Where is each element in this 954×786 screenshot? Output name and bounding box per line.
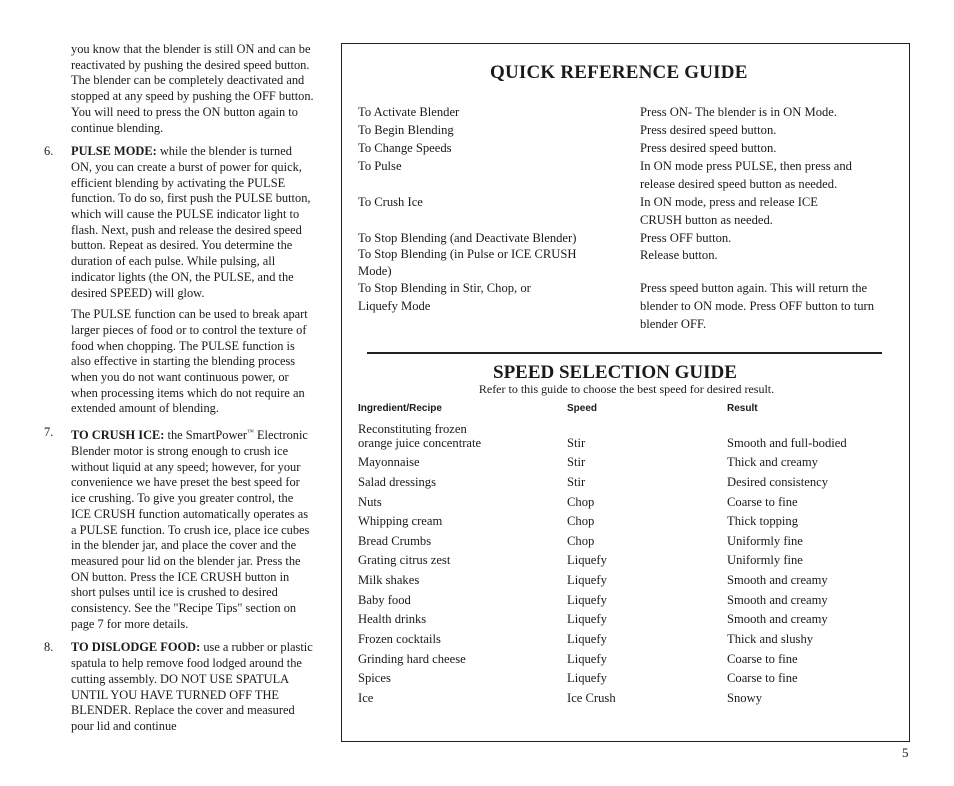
speed-guide-subtitle: Refer to this guide to choose the best speed for desired result.: [478, 382, 775, 396]
pulse-mode-heading: PULSE MODE:: [71, 144, 157, 159]
column-header-speed: Speed: [567, 403, 598, 414]
trademark-symbol: ™: [247, 428, 254, 437]
speed-cell: Liquefy: [567, 612, 607, 626]
qr-instruction: Press desired speed button.: [640, 123, 777, 137]
qr-instruction: In ON mode press PULSE, then press and release desired speed button as needed.: [640, 159, 852, 191]
result-cell: Coarse to fine: [727, 652, 798, 666]
ingredient-cell: Mayonnaise: [358, 455, 420, 469]
list-item-pulse-mode: [44, 144, 316, 417]
pulse-mode-text: while the blender is turned ON, you can create a burst of power for quick, efficient blending by activating the PULSE function. To do so, first push the PULSE button, which will cause the PULSE indicator light to flash. Next, push and release the desired speed button. Repeat as desired. You determine the duration of each pulse. While pulsing, all indicator lights (the ON, the PULSE, and the desired SPEED) will glow.: [71, 144, 311, 300]
ingredient-cell: Milk shakes: [358, 573, 420, 587]
ingredient-cell: Grating citrus zest: [358, 553, 451, 567]
qr-action: To Crush Ice: [358, 195, 423, 209]
speed-cell: Stir: [567, 455, 586, 469]
speed-cell: Liquefy: [567, 593, 607, 607]
result-cell: Uniformly fine: [727, 534, 803, 548]
result-cell: Uniformly fine: [727, 553, 803, 567]
ingredient-cell: Bread Crumbs: [358, 534, 432, 548]
result-cell: Coarse to fine: [727, 671, 798, 685]
result-cell: Snowy: [727, 691, 762, 705]
qr-action: To Stop Blending in Stir, Chop, or Liquefy Mode: [358, 281, 531, 313]
ingredient-cell: Ice: [358, 691, 374, 705]
ingredient-cell: Frozen cocktails: [358, 632, 441, 646]
qr-action: To Stop Blending (and Deactivate Blender): [358, 231, 577, 245]
result-cell: Smooth and creamy: [727, 593, 828, 607]
ingredient-cell: Whipping cream: [358, 514, 443, 528]
crush-ice-text-b: Electronic Blender motor is strong enough to crush ice without liquid at any speed; however, for your convenience we have preset the best speed for ice crushing. To give you greater control, the ICE CRUSH function automatically operates as a PULSE function. To crush ice, place ice cubes in the blender jar, and place the cover and the measured pour lid on the blender jar. Press the ON button. Press the ICE CRUSH button in short pulses until ice is crushed to desired consistency. See the "Recipe Tips" section on page 7 for more details.: [71, 428, 310, 631]
ingredient-cell: Nuts: [358, 495, 382, 509]
column-header-result: Result: [727, 403, 758, 414]
reference-box: [341, 43, 910, 742]
qr-action: To Change Speeds: [358, 141, 452, 155]
crush-ice-paragraph: [71, 425, 316, 632]
list-item-crush-ice: [44, 425, 316, 632]
quick-reference-title: QUICK REFERENCE GUIDE: [490, 62, 748, 83]
list-number: 7.: [44, 425, 54, 440]
list-item-dislodge-food: [44, 640, 316, 734]
speed-cell: Chop: [567, 534, 595, 548]
ingredient-cell: Grinding hard cheese: [358, 652, 466, 666]
result-cell: Smooth and creamy: [727, 612, 828, 626]
speed-cell: Stir: [567, 475, 586, 489]
column-header-ingredient: Ingredient/Recipe: [358, 403, 442, 414]
list-number: 8.: [44, 640, 54, 655]
ingredient-cell: Reconstituting frozen: [358, 422, 467, 436]
result-cell: Desired consistency: [727, 475, 829, 489]
result-cell: Smooth and creamy: [727, 573, 828, 587]
pulse-mode-paragraph: [71, 144, 316, 301]
speed-cell: Liquefy: [567, 573, 607, 587]
result-cell: Coarse to fine: [727, 495, 798, 509]
pulse-function-paragraph: The PULSE function can be used to break apart larger pieces of food or to control the texture of food when chopping. The PULSE function is also effective in starting the blending process when you do not want continuous power, or when processing items which do not require an extended amount of blending.: [71, 307, 308, 416]
ingredient-cell: orange juice concentrate: [358, 436, 482, 450]
body-text-column: [44, 42, 316, 735]
ingredient-cell: Spices: [358, 671, 391, 685]
crush-ice-heading: TO CRUSH ICE:: [71, 428, 165, 443]
speed-cell: Chop: [567, 514, 595, 528]
qr-instruction: Press ON- The blender is in ON Mode.: [640, 105, 838, 119]
speed-cell: Liquefy: [567, 671, 607, 685]
speed-cell: Liquefy: [567, 652, 607, 666]
speed-cell: Stir: [567, 436, 586, 450]
qr-instruction: Release button.: [640, 248, 718, 262]
qr-action: To Begin Blending: [358, 123, 454, 137]
result-cell: Smooth and full-bodied: [727, 436, 847, 450]
qr-instruction: Press OFF button.: [640, 231, 732, 245]
dislodge-food-paragraph: [71, 640, 316, 734]
dislodge-food-text: use a rubber or plastic spatula to help remove food lodged around the cutting assembly. DO NOT USE SPATULA UNTIL YOU HAVE TURNED OFF THE BLENDER. Replace the cover and measured pour lid and continue: [71, 640, 313, 733]
result-cell: Thick and creamy: [727, 455, 818, 469]
result-cell: Thick topping: [727, 514, 799, 528]
qr-action: To Stop Blending (in Pulse or ICE CRUSH Mode): [358, 247, 577, 278]
qr-instruction: Press speed button again. This will return the blender to ON mode. Press OFF button to turn blender OFF.: [640, 281, 875, 331]
qr-instruction: Press desired speed button.: [640, 141, 777, 155]
qr-instruction: In ON mode, press and release ICE CRUSH button as needed.: [640, 195, 819, 227]
page-number: 5: [902, 745, 909, 760]
continuation-paragraph: you know that the blender is still ON and can be reactivated by pushing the desired speed button. The blender can be completely deactivated and stopped at any speed by pushing the OFF button. You will need to press the ON button again to continue blending.: [71, 42, 314, 135]
speed-guide-title: SPEED SELECTION GUIDE: [493, 362, 737, 383]
qr-action: To Activate Blender: [358, 105, 460, 119]
speed-cell: Chop: [567, 495, 595, 509]
qr-action: To Pulse: [358, 159, 402, 173]
ingredient-cell: Health drinks: [358, 612, 427, 626]
result-cell: Thick and slushy: [727, 632, 814, 646]
crush-ice-text-a: the SmartPower: [164, 428, 248, 443]
speed-cell: Liquefy: [567, 632, 607, 646]
ingredient-cell: Baby food: [358, 593, 411, 607]
section-divider: [367, 352, 882, 354]
ingredient-cell: Salad dressings: [358, 475, 437, 489]
speed-cell: Liquefy: [567, 553, 607, 567]
list-number: 6.: [44, 144, 54, 159]
dislodge-food-heading: TO DISLODGE FOOD:: [71, 640, 201, 655]
speed-cell: Ice Crush: [567, 691, 616, 705]
